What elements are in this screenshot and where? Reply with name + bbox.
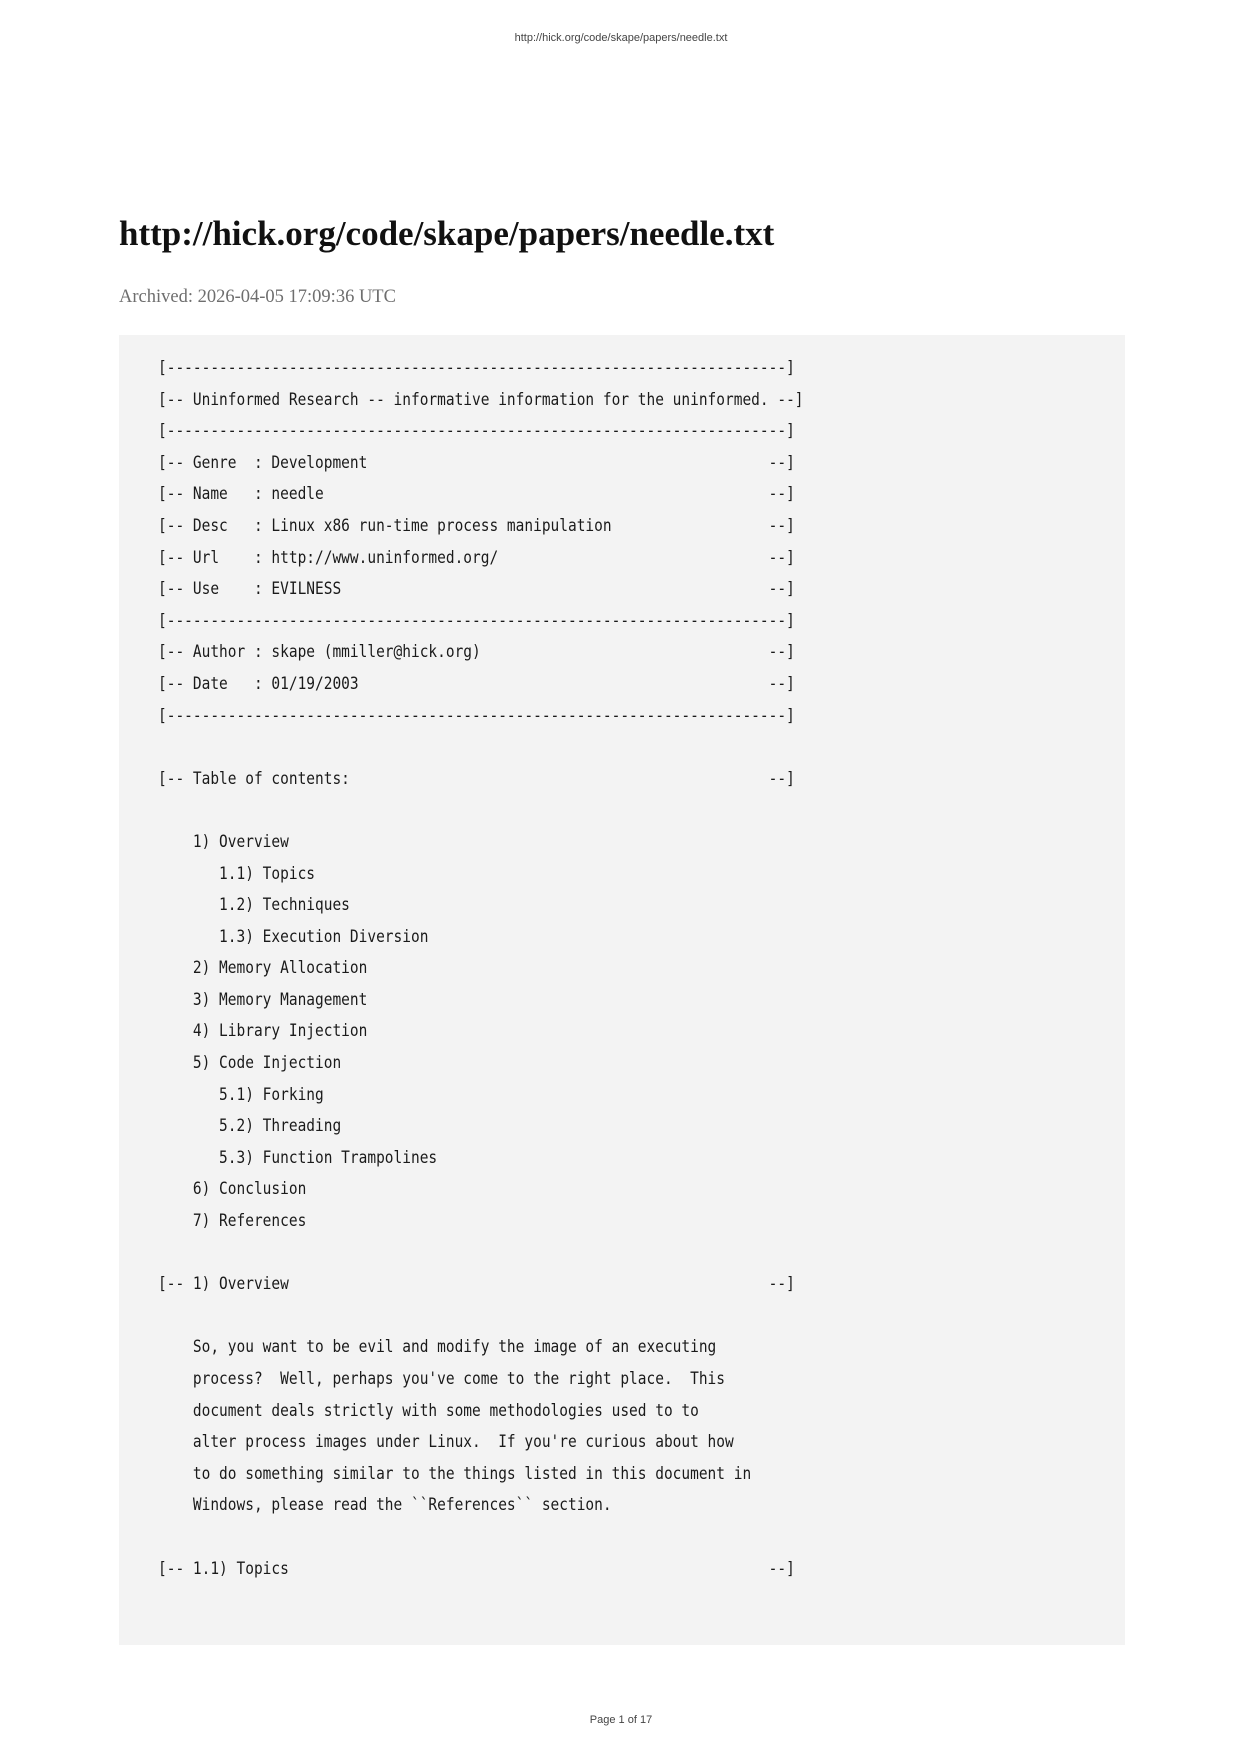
document-title: http://hick.org/code/skape/papers/needle.txt xyxy=(119,214,775,253)
archived-timestamp: Archived: 2026-04-05 17:09:36 UTC xyxy=(119,287,396,307)
page-header-url: http://hick.org/code/skape/papers/needle.txt xyxy=(514,32,728,44)
preformatted-text: [-----------------------------------------------------------------------] [-- Uninformed Research -- informative information for the uninformed. --] [-----------------------------------------------------------------------] [-- Genre : Development --] [-- Name : needle --] [-- Desc : Linux x86 run-time process manipulation --] [-- Url : http://www.uninformed.org/ --] [-- Use : EVILNESS --] [-----------------------------------------------------------------------] [-- Author : skape (mmiller@hick.org) --] [-- Date : 01/19/2003 --] [-----------------------------------------------------------------------] [-- Table of contents: --] 1) Overview 1.1) Topics 1.2) Techniques 1.3) Execution Diversion 2) Memory Allocation 3) Memory Management 4) Library Injection 5) Code Injection 5.1) Forking 5.2) Threading 5.3) Function Trampolines 6) Conclusion 7) References [-- 1) Overview --] So, you want to be evil and modify the image of an executing process? Well, perhaps you've come to the right place. This document deals strictly with some methodologies used to to alter process images under Linux. If you're curious about how to do something similar to the things listed in this document in Windows, please read the ``References`` section. [-- 1.1) Topics --] xyxy=(158,358,804,1579)
page-number: Page 1 of 17 xyxy=(589,1714,653,1726)
preformatted-content-box xyxy=(119,335,1125,1645)
